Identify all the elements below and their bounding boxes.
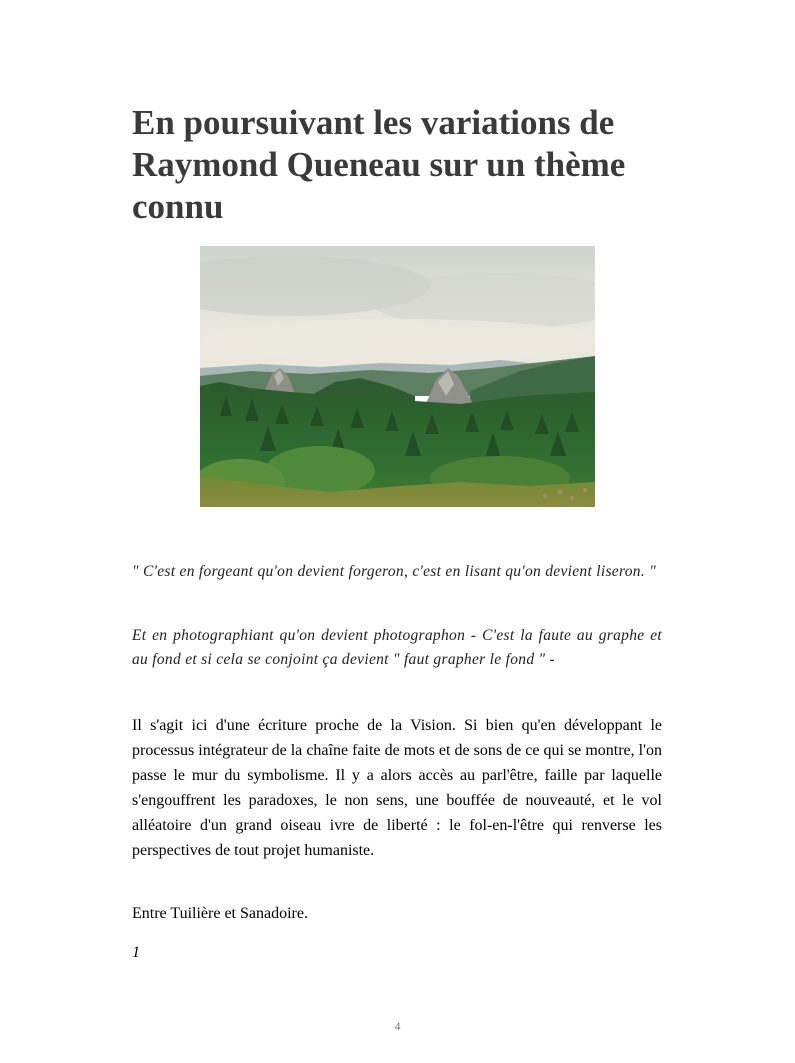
landscape-photo <box>200 246 595 507</box>
quote-photographon: Et en photographiant qu'on devient photographon - C'est la faute au graphe et au fond et si cela se conjoint ça devient " faut grapher le fond " - <box>132 626 662 668</box>
footnote-marker: 1 <box>132 944 140 961</box>
quote-forgeron: " C'est en forgeant qu'on devient forgeron, c'est en lisant qu'on devient liseron. " <box>132 562 656 580</box>
page-number: 4 <box>394 1019 401 1033</box>
page-title: En poursuivant les variations de Raymond Queneau sur un thème connu <box>132 103 626 226</box>
body-paragraph: Il s'agit ici d'une écriture proche de la Vision. Si bien qu'en développant le processus intégrateur de la chaîne faite de mots et de sons de ce qui se montre, l'on passe le mur du symbolisme. Il y a alors accès au parl'être, faille par laquelle s'engouffrent les paradoxes, le non sens, une bouffée de nouveauté, et le vol alléatoire d'un grand oiseau ivre de liberté : le fol-en-l'être qui renverse les perspectives de tout projet humaniste. <box>132 717 662 859</box>
location-line: Entre Tuilière et Sanadoire. <box>132 905 308 922</box>
